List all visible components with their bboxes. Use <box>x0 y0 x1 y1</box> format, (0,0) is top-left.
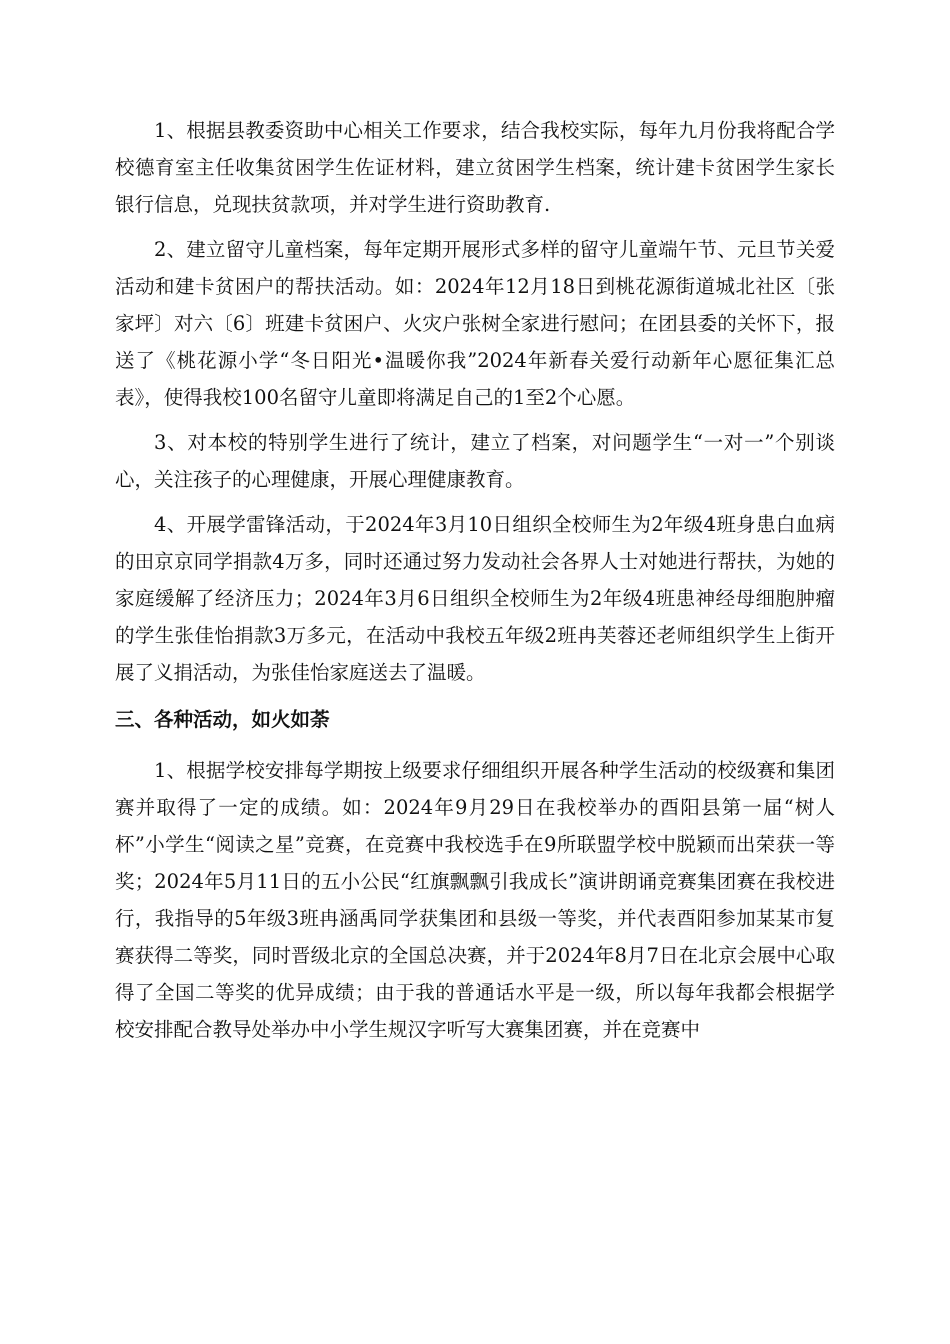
document-body <box>115 112 835 1056</box>
paragraph-special-students: 3、对本校的特别学生进行了统计，建立了档案，对问题学生“一对一”个别谈心，关注孩子的心理健康，开展心理健康教育。 <box>115 431 835 491</box>
paragraph-student-competitions: 1、根据学校安排每学期按上级要求仔细组织开展各种学生活动的校级赛和集团赛并取得了一定的成绩。如：2024年9月29日在我校举办的酉阳县第一届“树人杯”小学生“阅读之星”竞赛，在竞赛中我校选手在9所联盟学校中脱颖而出荣获一等奖；2024年5月11日的五小公民“红旗飘飘引我成长”演讲朗诵竞赛集团赛在我校进行，我指导的5年级3班冉涵禹同学获集团和县级一等奖，并代表酉阳参加某某市复赛获得二等奖，同时晋级北京的全国总决赛，并于2024年8月7日在北京会展中心取得了全国二等奖的优异成绩；由于我的普通话水平是一级，所以每年我都会根据学校安排配合教导处举办中小学生规汉字听写大赛集团赛，并在竞赛中 <box>115 759 835 1041</box>
section-heading-activities: 三、各种活动，如火如荼 <box>115 708 330 731</box>
paragraph-left-behind-children: 2、建立留守儿童档案，每年定期开展形式多样的留守儿童端午节、元旦节关爱活动和建卡贫困户的帮扶活动。如：2024年12月18日到桃花源街道城北社区〔张家坪〕对六〔6〕班建卡贫困户、火灾户张树全家进行慰问；在团县委的关怀下，报送了《桃花源小学“冬日阳光•温暖你我”2024年新春关爱行动新年心愿征集汇总表》，使得我校100名留守儿童即将满足自己的1至2个心愿。 <box>115 238 835 409</box>
paragraph-assistance-records: 1、根据县教委资助中心相关工作要求，结合我校实际，每年九月份我将配合学校德育室主任收集贫困学生佐证材料，建立贫困学生档案，统计建卡贫困学生家长银行信息，兑现扶贫款项，并对学生进行资助教育. <box>115 119 835 216</box>
paragraph-lei-feng-activity: 4、开展学雷锋活动，于2024年3月10日组织全校师生为2年级4班身患白血病的田京京同学捐款4万多，同时还通过努力发动社会各界人士对她进行帮扶，为她的家庭缓解了经济压力；2024年3月6日组织全校师生为2年级4班患神经母细胞肿瘤的学生张佳怡捐款3万多元，在活动中我校五年级2班冉芙蓉还老师组织学生上街开展了义捐活动，为张佳怡家庭送去了温暖。 <box>115 513 835 684</box>
